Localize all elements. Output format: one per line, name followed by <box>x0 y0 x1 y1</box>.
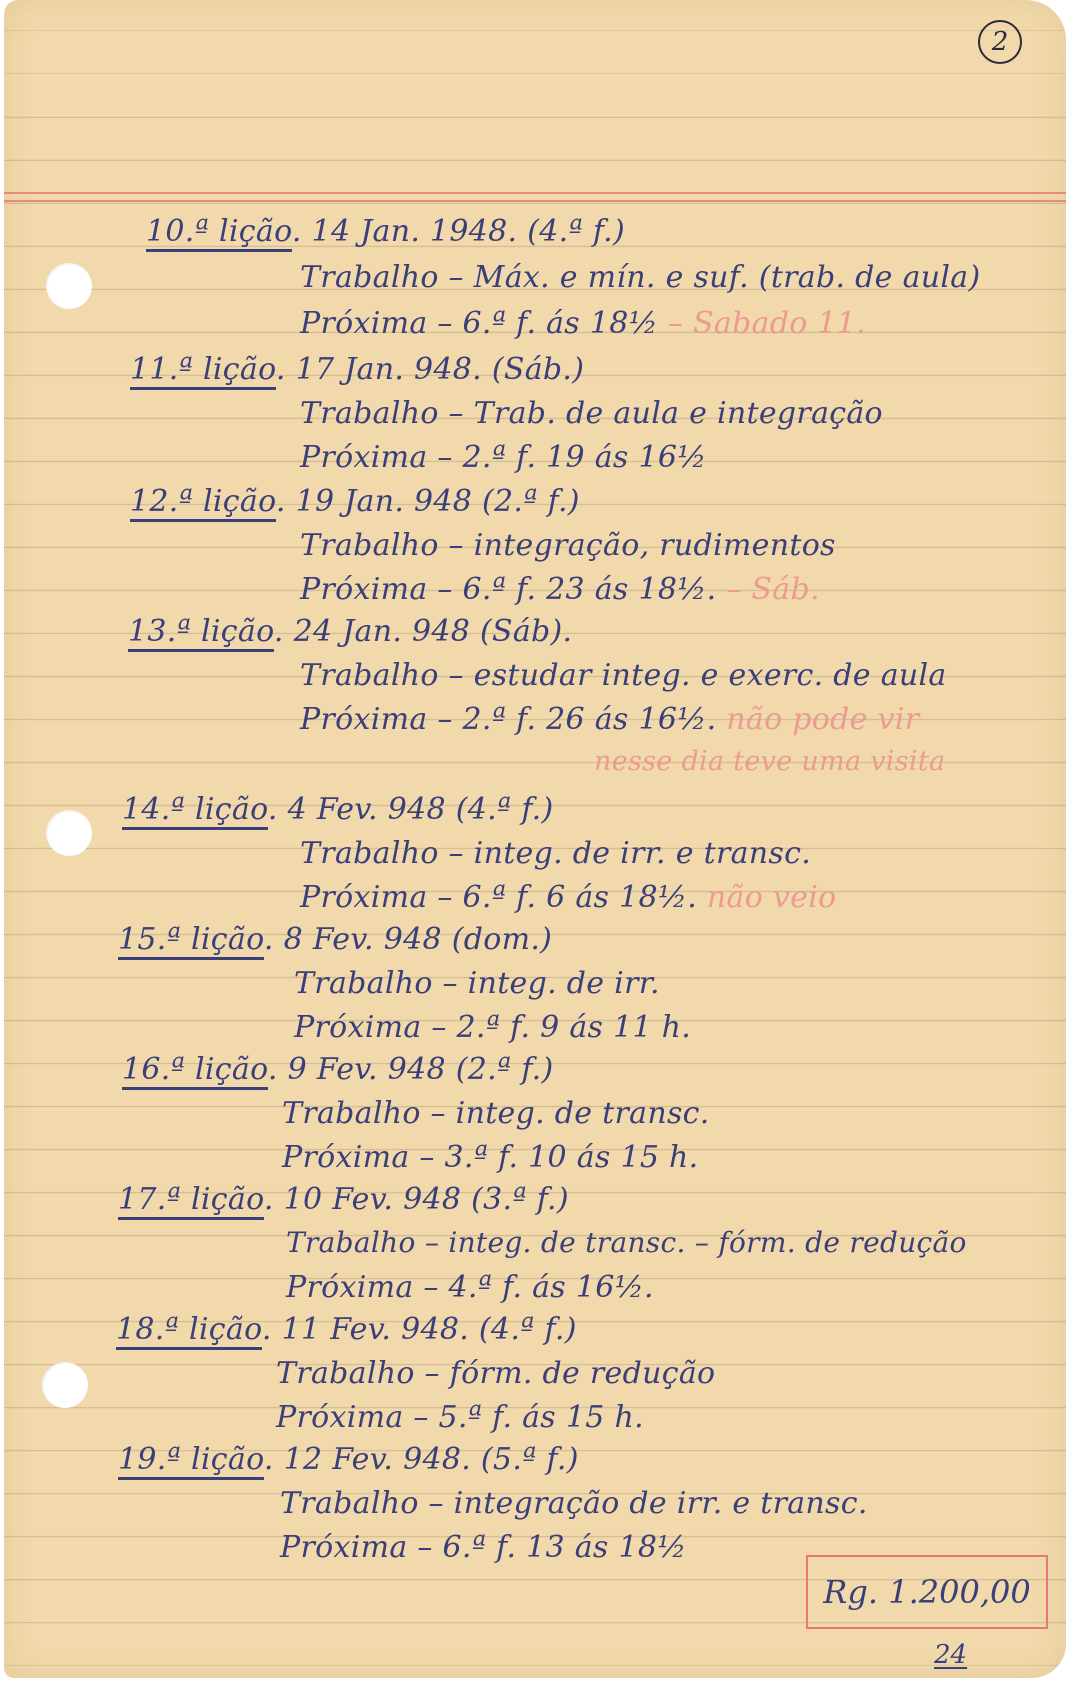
footer-number: 24 <box>934 1640 968 1670</box>
lesson-title: 14.ª lição <box>122 792 268 827</box>
trabalho-line: Trabalho – Máx. e mín. e suf. (trab. de aula) <box>300 260 981 295</box>
trabalho-line: Trabalho – integ. de irr. e transc. <box>300 836 812 871</box>
lesson-date: . 12 Fev. 948. (5.ª f.) <box>263 1442 579 1477</box>
proxima-line: Próxima – 2.ª f. 19 ás 16½ <box>300 440 707 475</box>
lesson-date: . 9 Fev. 948 (2.ª f.) <box>267 1052 554 1087</box>
proxima-line <box>300 306 866 341</box>
lesson-header-line <box>118 1182 569 1217</box>
proxima-line <box>300 702 919 737</box>
trabalho-line: Trabalho – integ. de transc. – fórm. de redução <box>286 1226 967 1259</box>
red-margin-line <box>4 192 1066 194</box>
red-annotation: – Sáb. <box>726 572 820 607</box>
lesson-title: 18.ª lição <box>116 1312 262 1347</box>
lesson-date: . 11 Fev. 948. (4.ª f.) <box>261 1312 577 1347</box>
lesson-title: 19.ª lição <box>118 1442 264 1477</box>
trabalho-line: Trabalho – Trab. de aula e integração <box>300 396 883 431</box>
trabalho-line: Trabalho – integração, rudimentos <box>300 528 836 563</box>
lesson-date: . 19 Jan. 948 (2.ª f.) <box>275 484 580 519</box>
lesson-title: 16.ª lição <box>122 1052 268 1087</box>
proxima-line: Próxima – 6.ª f. 13 ás 18½ <box>280 1530 687 1565</box>
lesson-title: 11.ª lição <box>130 352 276 387</box>
lesson-date: . 14 Jan. 1948. (4.ª f.) <box>291 214 626 249</box>
lesson-header-line <box>118 1442 579 1477</box>
lesson-title: 15.ª lição <box>118 922 264 957</box>
trabalho-line: Trabalho – integ. de transc. <box>282 1096 710 1131</box>
lesson-title: 10.ª lição <box>146 214 292 249</box>
lesson-title: 17.ª lição <box>118 1182 264 1217</box>
proxima-line: Próxima – 5.ª f. ás 15 h. <box>276 1400 644 1435</box>
proxima-text: Próxima – 2.ª f. 26 ás 16½. <box>300 702 717 737</box>
page-number: 2 <box>978 20 1022 64</box>
lesson-date: . 10 Fev. 948 (3.ª f.) <box>263 1182 569 1217</box>
lesson-header-line <box>128 614 572 649</box>
punch-hole <box>46 263 92 309</box>
proxima-line: Próxima – 2.ª f. 9 ás 11 h. <box>294 1010 692 1045</box>
proxima-line <box>300 572 820 607</box>
lesson-header-line <box>118 922 552 957</box>
punch-hole <box>42 1362 88 1408</box>
trabalho-line: Trabalho – estudar integ. e exerc. de aula <box>300 658 947 693</box>
lesson-header-line <box>130 484 580 519</box>
proxima-text: Próxima – 6.ª f. 23 ás 18½. <box>300 572 717 607</box>
red-annotation: nesse dia teve uma visita <box>594 746 946 777</box>
red-margin-line <box>4 200 1066 202</box>
lesson-title: 13.ª lição <box>128 614 274 649</box>
lesson-date: . 8 Fev. 948 (dom.) <box>263 922 553 957</box>
proxima-text: Próxima – 6.ª f. ás 18½ <box>300 306 658 341</box>
amount-stamp: Rg. 1.200,00 <box>806 1555 1048 1629</box>
red-annotation: não veio <box>706 880 837 915</box>
lesson-date: . 24 Jan. 948 (Sáb). <box>273 614 573 649</box>
proxima-line <box>300 880 836 915</box>
lesson-header-line <box>130 352 584 387</box>
trabalho-line: Trabalho – integração de irr. e transc. <box>280 1486 868 1521</box>
lesson-date: . 17 Jan. 948. (Sáb.) <box>275 352 585 387</box>
red-annotation: – Sabado 11. <box>667 306 867 341</box>
proxima-line: Próxima – 4.ª f. ás 16½. <box>286 1270 654 1305</box>
lesson-date: . 4 Fev. 948 (4.ª f.) <box>267 792 554 827</box>
lesson-header-line <box>146 214 625 249</box>
proxima-line: Próxima – 3.ª f. 10 ás 15 h. <box>282 1140 699 1175</box>
proxima-text: Próxima – 6.ª f. 6 ás 18½. <box>300 880 698 915</box>
lesson-header-line <box>122 792 554 827</box>
trabalho-line: Trabalho – fórm. de redução <box>276 1356 716 1391</box>
lesson-header-line <box>122 1052 554 1087</box>
punch-hole <box>46 810 92 856</box>
red-annotation: não pode vir <box>726 702 920 737</box>
lesson-header-line <box>116 1312 577 1347</box>
lesson-title: 12.ª lição <box>130 484 276 519</box>
trabalho-line: Trabalho – integ. de irr. <box>294 966 660 1001</box>
note-card <box>4 0 1066 1678</box>
